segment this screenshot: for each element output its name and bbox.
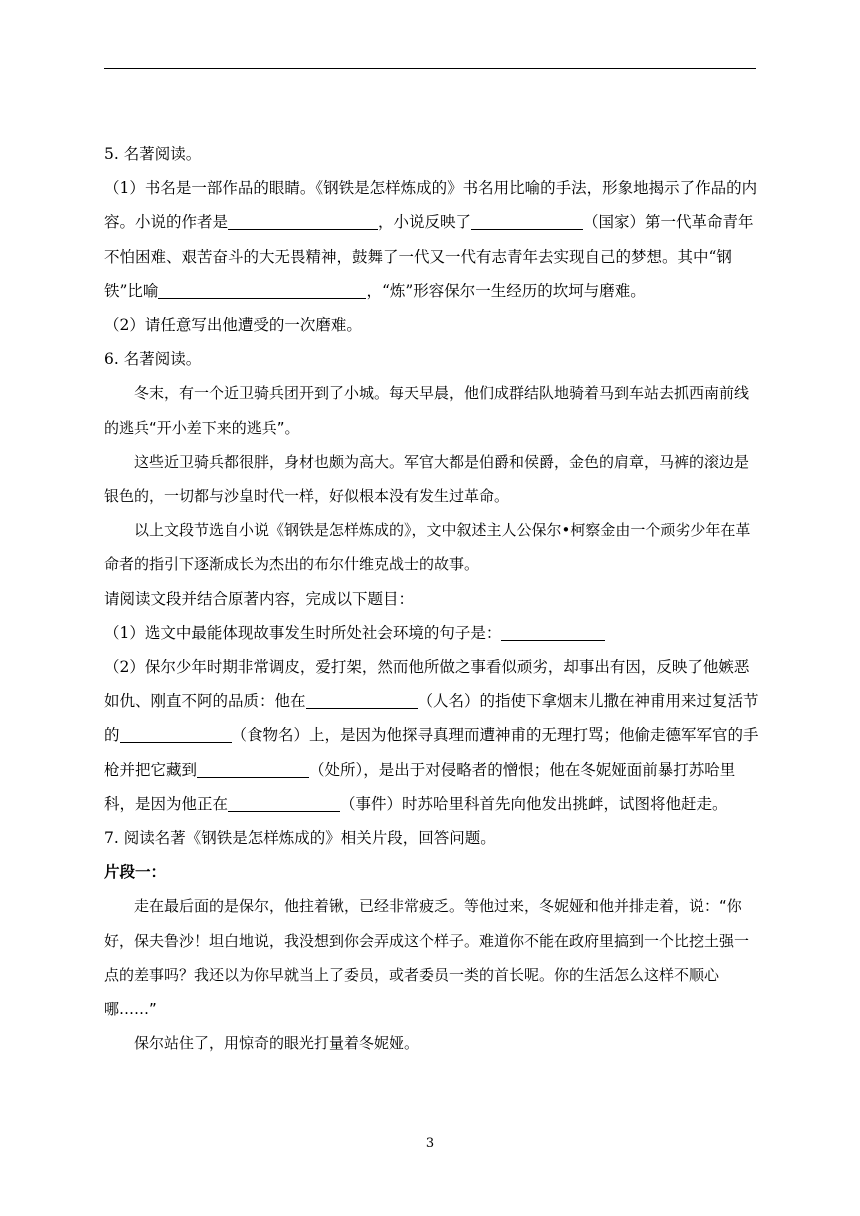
q7-paragraph-2: 保尔站住了，用惊奇的眼光打量着冬妮娅。 bbox=[134, 1034, 420, 1053]
answer-blank-food-name[interactable] bbox=[120, 727, 232, 744]
q6-excerpt-3: 以上文段节选自小说《钢铁是怎样炼成的》，文中叙述主人公保尔•柯察金由一个顽劣少年在革命者的指引下逐渐成长为杰出的布尔什维克战士的故事。 bbox=[104, 521, 751, 574]
q5-part1: （1）书名是一部作品的眼睛。《钢铁是怎样炼成的》书名用比喻的手法，形象地揭示了作品的内容。小说的作者是 ，小说反映了 （国家）第一代革命青年不怕困难、艰苦奋斗的大无畏精神，鼓舞了一代又一代有志青年去实现自己的梦想。其中“钢铁”比喻 ，“炼”形容保尔一生经历的坎坷与磨难。 bbox=[104, 179, 758, 300]
q6-part1: （1）选文中最能体现故事发生时所处社会环境的句子是： bbox=[104, 616, 760, 650]
q6-title: 6. 名著阅读。 bbox=[104, 350, 202, 369]
answer-blank-event[interactable] bbox=[228, 795, 340, 812]
q7-paragraph-1: 走在最后面的是保尔，他拄着锹，已经非常疲乏。等他过来，冬妮娅和他并排走着，说：“你好，保夫鲁沙！坦白地说，我没想到你会弄成这个样子。难道你不能在政府里搞到一个比挖土强一点的差事吗？我还以为你早就当上了委员，或者委员一类的首长呢。你的生活怎么这样不顺心哪……” bbox=[104, 897, 750, 1019]
answer-blank-sentence[interactable] bbox=[501, 624, 605, 641]
q5-part2: （2）请任意写出他遭受的一次磨难。 bbox=[104, 316, 362, 335]
answer-blank-steel-metaphor[interactable] bbox=[158, 282, 366, 299]
q5-title: 5. 名著阅读。 bbox=[104, 145, 202, 163]
q7-segment-label: 片段一： bbox=[104, 862, 167, 882]
q6-instruction: 请阅读文段并结合原著内容，完成以下题目： bbox=[104, 589, 415, 608]
q6-excerpt-1: 冬末，有一个近卫骑兵团开到了小城。每天早晨，他们成群结队地骑着马到车站去抓西南前线的逃兵“开小差下来的逃兵”。 bbox=[104, 384, 750, 437]
document-body bbox=[104, 137, 760, 1060]
answer-blank-author[interactable] bbox=[228, 214, 378, 231]
answer-blank-country[interactable] bbox=[471, 214, 583, 231]
answer-blank-place[interactable] bbox=[197, 761, 309, 778]
page-number: 3 bbox=[425, 1136, 435, 1151]
q6-excerpt-2: 这些近卫骑兵都很胖，身材也颇为高大。军官大都是伯爵和侯爵，金色的肩章，马裤的滚边是银色的，一切都与沙皇时代一样，好似根本没有发生过革命。 bbox=[104, 452, 750, 506]
q6-part2: （2）保尔少年时期非常调皮，爱打架，然而他所做之事看似顽劣，却事出有因，反映了他嫉恶如仇、刚直不阿的品质：他在 （人名）的指使下拿烟末儿撒在神甫用来过复活节的 （食物名）上，是因为他探寻真理而遭神甫的无理打骂；他偷走德军军官的手枪并把它藏到 （处所），是出于对侵略者的憎恨；他在冬妮娅面前暴打苏哈里科，是因为他正在 （事件）时苏哈里科首先向他发出挑衅，试图将他赶走。 bbox=[104, 658, 759, 813]
answer-blank-person-name[interactable] bbox=[306, 693, 418, 710]
q7-title: 7. 阅读名著《钢铁是怎样炼成的》相关片段，回答问题。 bbox=[104, 829, 496, 848]
header-rule bbox=[104, 68, 756, 69]
